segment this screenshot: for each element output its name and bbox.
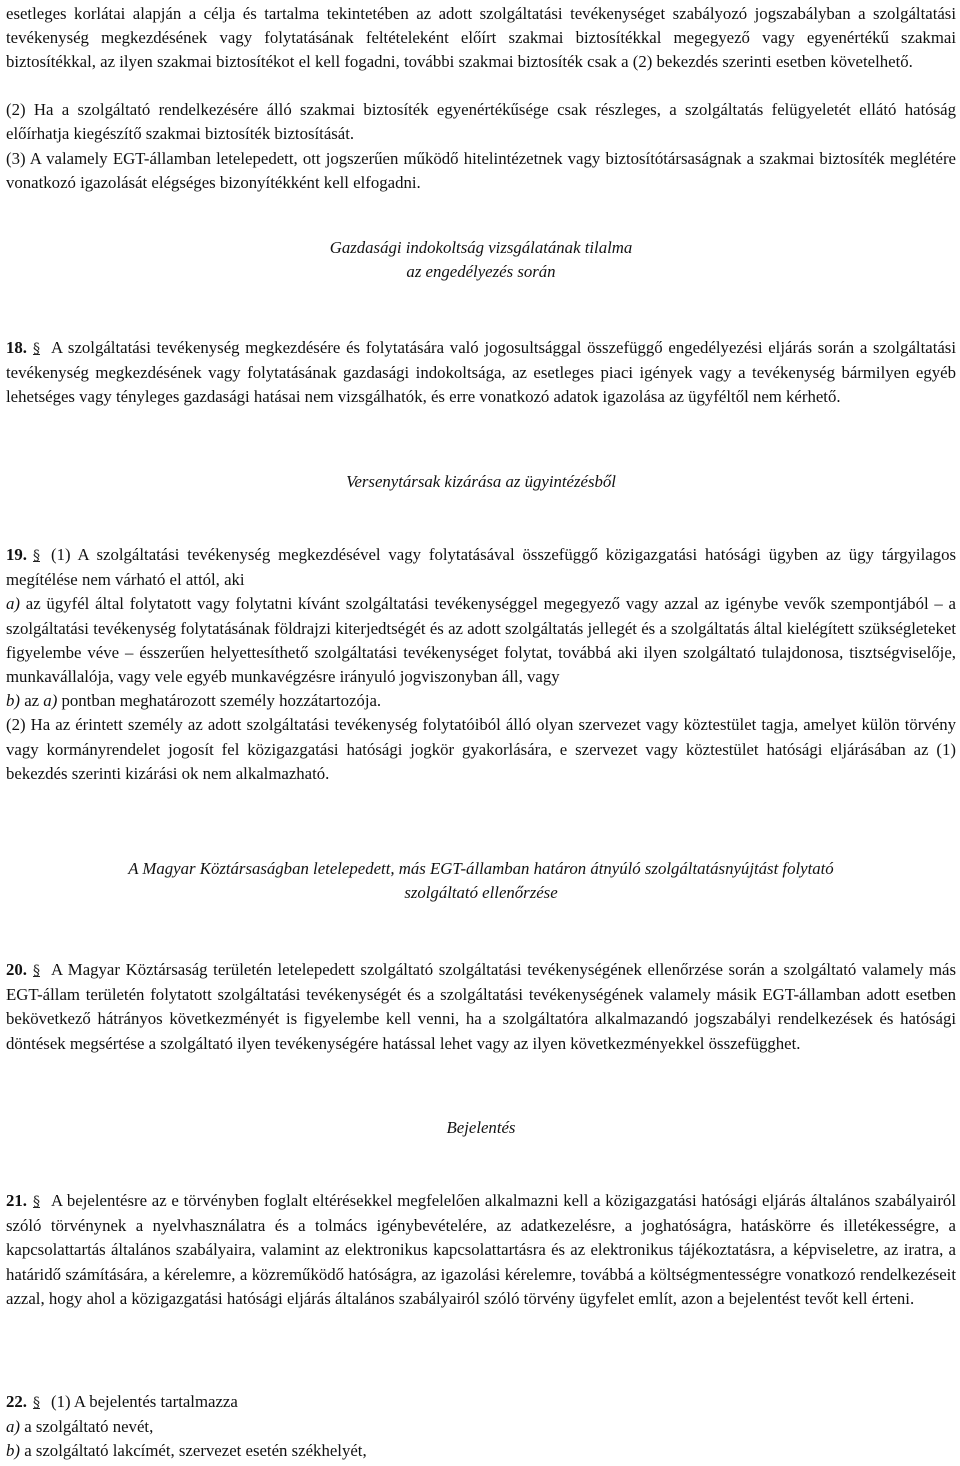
section-22 [6,1390,956,1464]
paragraph-link-icon[interactable]: § [32,963,40,979]
paragraph-link-icon[interactable]: § [32,1395,40,1411]
section-heading [6,1116,956,1140]
paragraph-3 [6,147,956,195]
heading-line: A Magyar Köztársaságban letelepedett, más EGT-államban határon átnyúló szolgáltatásnyújtást folytató [128,859,834,878]
paragraph-text: (2) Ha az érintett személy az adott szolgáltatási tevékenység folytatóiból álló olyan szervezet vagy köztestület tagja, amelyet külön törvény vagy kormányrendelet jogosít fel közigazgatási hatósági jogkör gyakorlására, e szervezet vagy köztestület hatósági eljárásában az (1) bekezdés szerinti kizárási ok nem alkalmazható. [6,715,956,783]
list-label: b) [6,1441,20,1461]
section-number: 22. [6,1392,27,1411]
list-label: a) [6,594,20,614]
section-number: 19. [6,545,27,564]
list-reference: a) [43,691,58,711]
list-text: a szolgáltató lakcímét, szervezet esetén székhelyét, [24,1441,367,1461]
section-number: 21. [6,1191,27,1210]
section-19 [6,543,956,786]
section-text: (1) A szolgáltatási tevékenység megkezdésével vagy folytatásával összefüggő közigazgatási hatósági ügyben az ügy tárgyilagos megítélése nem várható el attól, aki [6,545,956,590]
paragraph-text: (3) A valamely EGT-államban letelepedett, ott jogszerűen működő hitelintézetnek vagy biztosítótársaságnak a szakmai biztosíték meglétére vonatkozó igazolását elégséges bizonyítékként kell elfogadni. [6,149,956,193]
paragraph-link-icon[interactable]: § [32,1194,40,1210]
paragraph-text: esetleges korlátai alapján a célja és tartalma tekintetében az adott szolgáltatási tevékenységet szabályozó jogszabályban a szolgáltatási tevékenység megkezdésének vagy folytatásának feltételeként előírt szakmai biztosítékkal megegyező vagy egyenértékű szakmai biztosítékkal, az ilyen szakmai biztosítékot el kell fogadni, további szakmai biztosíték csak a (2) bekezdés szerinti esetben követelhető. [6,4,956,72]
section-number: 20. [6,960,27,979]
paragraph-continuation [6,2,956,75]
section-text: A bejelentésre az e törvényben foglalt eltérésekkel megfelelően alkalmazni kell a közigazgatási hatósági eljárás általános szabályairól szóló törvénynek a nyelvhasználatra és a tolmács igénybevételére, az adatkezelésre, a joghatóságra, hatáskörre és illetékességre, a kapcsolattartás általános szabályaira, valamint az elektronikus kapcsolattartásra és az elektronikus tájékoztatásra, a képviseletre, az iratra, a határidő számítására, a kérelemre, a közreműködő hatóságra, az igazolási kérelemre, továbbá a költségmentességre vonatkozó rendelkezéseit azzal, hogy ahol a közigazgatási hatósági eljárás általános szabályairól szóló törvény ügyfelet említ, azon a bejelentést tevőt kell érteni. [6,1191,956,1308]
section-20 [6,958,956,1056]
paragraph-2 [6,98,956,146]
section-heading [6,236,956,284]
section-text: (1) A bejelentés tartalmazza [50,1392,238,1411]
heading-line: Gazdasági indokoltság vizsgálatának tilalma [329,238,633,257]
paragraph-link-icon[interactable]: § [32,341,40,357]
heading-line: Bejelentés [446,1118,516,1137]
section-text: A Magyar Köztársaság területén letelepedett szolgáltató szolgáltatási tevékenységének ellenőrzése során a szolgáltató valamely más EGT-állam területén folytatott szolgáltatási tevékenységét és a szolgáltatási tevékenységének valamely másik EGT-államban adott esetben bekövetkező hátrányos következményét is figyelembe kell venni, ha a szolgáltatóra alkalmazandó jogszabályi rendelkezések és hatósági döntések megsértése a szolgáltató ilyen tevékenységére hatással lehet vagy az ilyen következményekkel összefügghet. [6,960,956,1053]
paragraph-text: (2) Ha a szolgáltató rendelkezésére álló szakmai biztosíték egyenértékűsége csak részleges, a szolgáltatás felügyeletét ellátó hatóság előírhatja kiegészítő szakmai biztosíték biztosítását. [6,100,956,144]
section-heading [6,857,956,905]
section-21 [6,1189,956,1311]
list-text: az ügyfél által folytatott vagy folytatni kívánt szolgáltatási tevékenységgel megegyező vagy azzal az igénybe vevők szempontjából – a szolgáltatási tevékenység folytatásának földrajzi kiterjedtségét és az adott szolgáltatás jellegét és a szolgáltatás által kielégített szükségleteket figyelembe véve – ésszerűen helyettesíthető szolgáltatási tevékenységet folytat, továbbá aki ilyen szolgáltató tulajdonosa, tisztségviselője, munkavállalója, vagy vele egyéb munkavégzésre irányuló jogviszonyban áll, vagy [6,594,957,687]
list-label: b) [6,691,20,711]
list-text: a szolgáltató nevét, [24,1417,154,1437]
section-heading [6,470,956,494]
paragraph-link-icon[interactable]: § [32,548,40,564]
heading-line: az engedélyezés során [406,262,556,282]
section-18 [6,336,956,410]
heading-line: szolgáltató ellenőrzése [404,883,558,903]
section-number: 18. [6,338,27,357]
list-text: pontban meghatározott személy hozzátartozója. [61,691,382,711]
heading-line: Versenytársak kizárása az ügyintézésből [346,472,616,491]
section-text: A szolgáltatási tevékenység megkezdésére és folytatására való jogosultsággal összefüggő engedélyezési eljárás során a szolgáltatási tevékenység megkezdésének vagy folytatásának gazdasági indokoltsága, az esetleges piaci igények vagy a tevékenység bármilyen egyéb lehetséges vagy tényleges gazdasági hatásai nem vizsgálhatók, és erre vonatkozó adatok igazolása az ügyféltől nem kérhető. [6,338,956,407]
list-text: az [24,691,40,711]
list-label: a) [6,1417,20,1437]
